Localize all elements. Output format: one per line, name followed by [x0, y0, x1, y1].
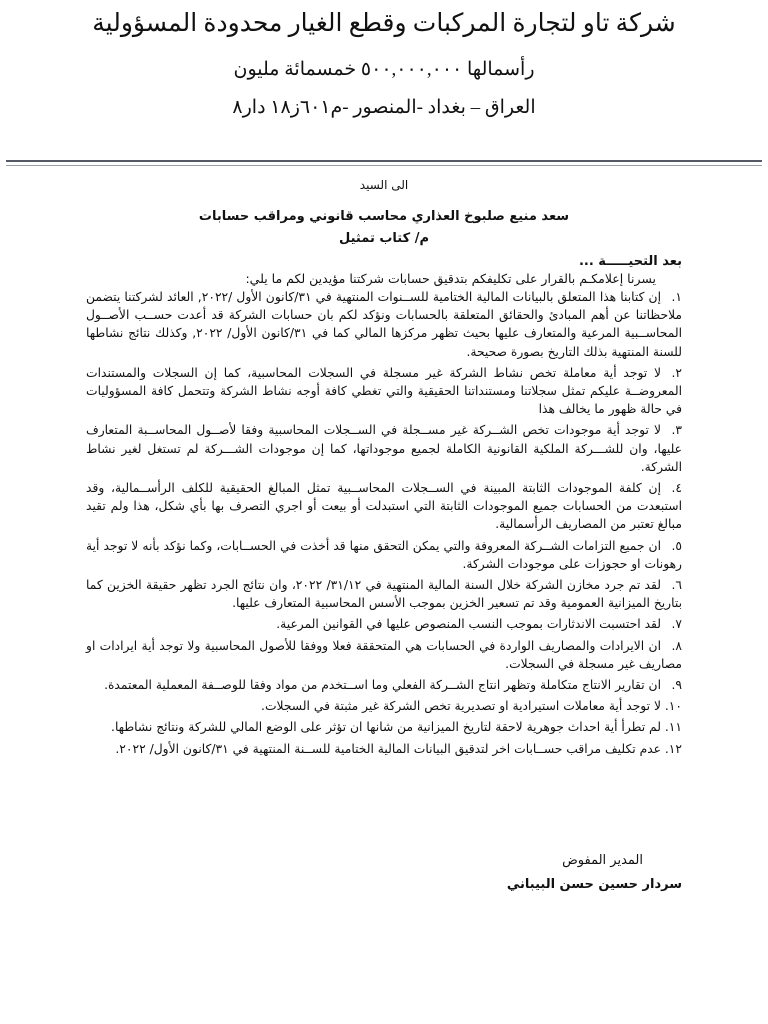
list-item — [86, 697, 682, 715]
item-text: لا توجد أية معاملة تخص نشاط الشركة غير مسجلة في السجلات المحاسبية، كما إن السجلات والمستندات المعروضــة عليكم تمثل سجلاتنا ومستنداتنا الحقيقية والتي تغطي كافة أوجه نشاط الشركة وتتحمل كافة المسؤوليات في حالة ظهور ما يخالف هذا — [86, 365, 682, 417]
header-divider — [6, 160, 762, 162]
item-text: ان جميع التزامات الشــركة المعروفة والتي يمكن التحقق منها قد أخذت في الحســابات، وكما نؤكد بأنه لا توجد أية رهونات او حجوزات على موجودات الشركة. — [86, 538, 682, 571]
item-number: ٤. — [671, 481, 682, 496]
item-number: ٧. — [671, 617, 682, 632]
list-item — [86, 637, 682, 673]
recipient-name: سعد منيع صلبوخ العذاري محاسب قانوني ومراقب حسابات — [198, 209, 570, 224]
list-item — [86, 576, 682, 612]
intro-paragraph: يسرنا إعلامكـم بالقرار على تكليفكم بتدقيق حسابات شركتنا مؤيدين لكم ما يلي: — [245, 271, 656, 286]
item-number: ٣. — [671, 423, 682, 438]
list-item — [86, 615, 682, 633]
item-text: عدم تكليف مراقب حســابات اخر لتدقيق البيانات المالية الختامية للســنة المنتهية في ٣١/كانون الأول/ ٢٠٢٢. — [115, 741, 661, 756]
header-divider-thin — [6, 165, 762, 166]
item-text: إن كلفة الموجودات الثابتة المبينة في الســجلات المحاســبية تمثل المبالغ الحقيقية للكلف الرأســمالية، وقد استبعدت من الحسابات جميع الموجودات الثابتة التي استبدلت أو بيعت أو اجري التصرف بها بأي شكل، هذا ولم تقيد مبالغ تعتبر من المصاريف الرأسمالية. — [86, 481, 682, 532]
list-item — [86, 479, 682, 534]
list-item — [86, 676, 682, 694]
list-item — [86, 740, 682, 758]
letter-subject: م/ كتاب تمثيل — [339, 231, 429, 246]
list-item — [86, 364, 682, 419]
item-number: ٨. — [671, 638, 682, 653]
item-number: ١١. — [664, 720, 682, 735]
item-number: ١٢. — [664, 741, 682, 756]
item-text: لا توجد أية معاملات استيرادية او تصديرية تخص الشركة غير مثبتة في السجلات. — [261, 699, 661, 714]
item-number: ٩. — [671, 678, 682, 693]
item-number: ١٠. — [664, 699, 682, 714]
item-text: لقد تم جرد مخازن الشركة خلال السنة المالية المنتهية في ٣١/١٢/ ٢٠٢٢، وان نتائج الجرد تظهر حقيقة الخزين كما بتاريخ الميزانية العمومية وقد تم تسعير الخزين بموجب الأسس المحاسبية المتعارف عليها. — [86, 578, 682, 611]
greeting: بعد التحيـــــة ... — [578, 254, 682, 269]
item-text: لم تطرأ أية احداث جوهرية لاحقة لتاريخ الميزانية من شانها ان تؤثر على الوضع المالي للشركة ونتائج نشاطها. — [111, 720, 661, 735]
item-text: لقد احتسبت الاندثارات بموجب النسب المنصوص عليها في القوانين المرعية. — [276, 617, 661, 632]
company-name: شركة تاو لتجارة المركبات وقطع الغيار محدودة المسؤولية — [92, 10, 676, 37]
signatory-name: سردار حسين حسن البيباني — [506, 877, 682, 892]
list-item — [86, 421, 682, 476]
item-number: ٥. — [671, 538, 682, 553]
company-capital: رأسمالها ٥٠٠,٠٠٠,٠٠٠ خمسمائة مليون — [233, 59, 535, 80]
item-text: إن كتابنا هذا المتعلق بالبيانات المالية الختامية للســنوات المنتهية في ٣١/كانون الأول /٢٠٢٢, العائد لشركتنا يتضمن ملاحظاتنا عن أهم المبادئ والحقائق المتعلقة بالحسابات ونؤكد لكم بان حسابات الشركة قد أعدت حســب الأصــول المحاســبية المرعية والمتعارف عليها بحيث تظهر مركزها المالي كما في ٣١/كانون الأول/ ٢٠٢٢, وكذلك نتائج نشاطها للسنة المنتهية بذلك التاريخ بصورة صحيحة. — [86, 290, 683, 359]
list-item — [86, 537, 682, 573]
item-number: ٢. — [671, 365, 682, 380]
signatory-title: المدير المفوض — [562, 853, 643, 868]
list-item — [86, 718, 682, 736]
item-number: ١. — [671, 290, 683, 304]
item-text: ان الايرادات والمصاريف الواردة في الحسابات هي المتحققة فعلا ووفقا للأصول المحاسبية ولا توجد أية ايرادات او مصاريف غير مسجلة في السجلات. — [86, 638, 682, 671]
item-number: ٦. — [671, 578, 682, 593]
representation-list — [86, 288, 682, 761]
company-address: العراق – بغداد -المنصور -م٦٠١ز١٨ دار٨ — [232, 97, 536, 118]
item-text: لا توجد أية موجودات تخص الشــركة غير مســجلة في الســجلات المحاسبية وفقا لأصــول المحاســبة المتعارف عليها، وان للشـــركة الملكية القانونية الكاملة لجميع موجوداتها، كما إن موجودات الشـــركة لم تستغل لغير نشاط الشركة. — [86, 423, 682, 474]
salutation-to: الى السيد — [359, 178, 409, 192]
item-text: ان تقارير الانتاج متكاملة وتظهر انتاج الشــركة الفعلي وما اســتخدم من مواد وفقا للوصــفة المعملية المعتمدة. — [104, 678, 661, 693]
list-item — [86, 288, 682, 361]
